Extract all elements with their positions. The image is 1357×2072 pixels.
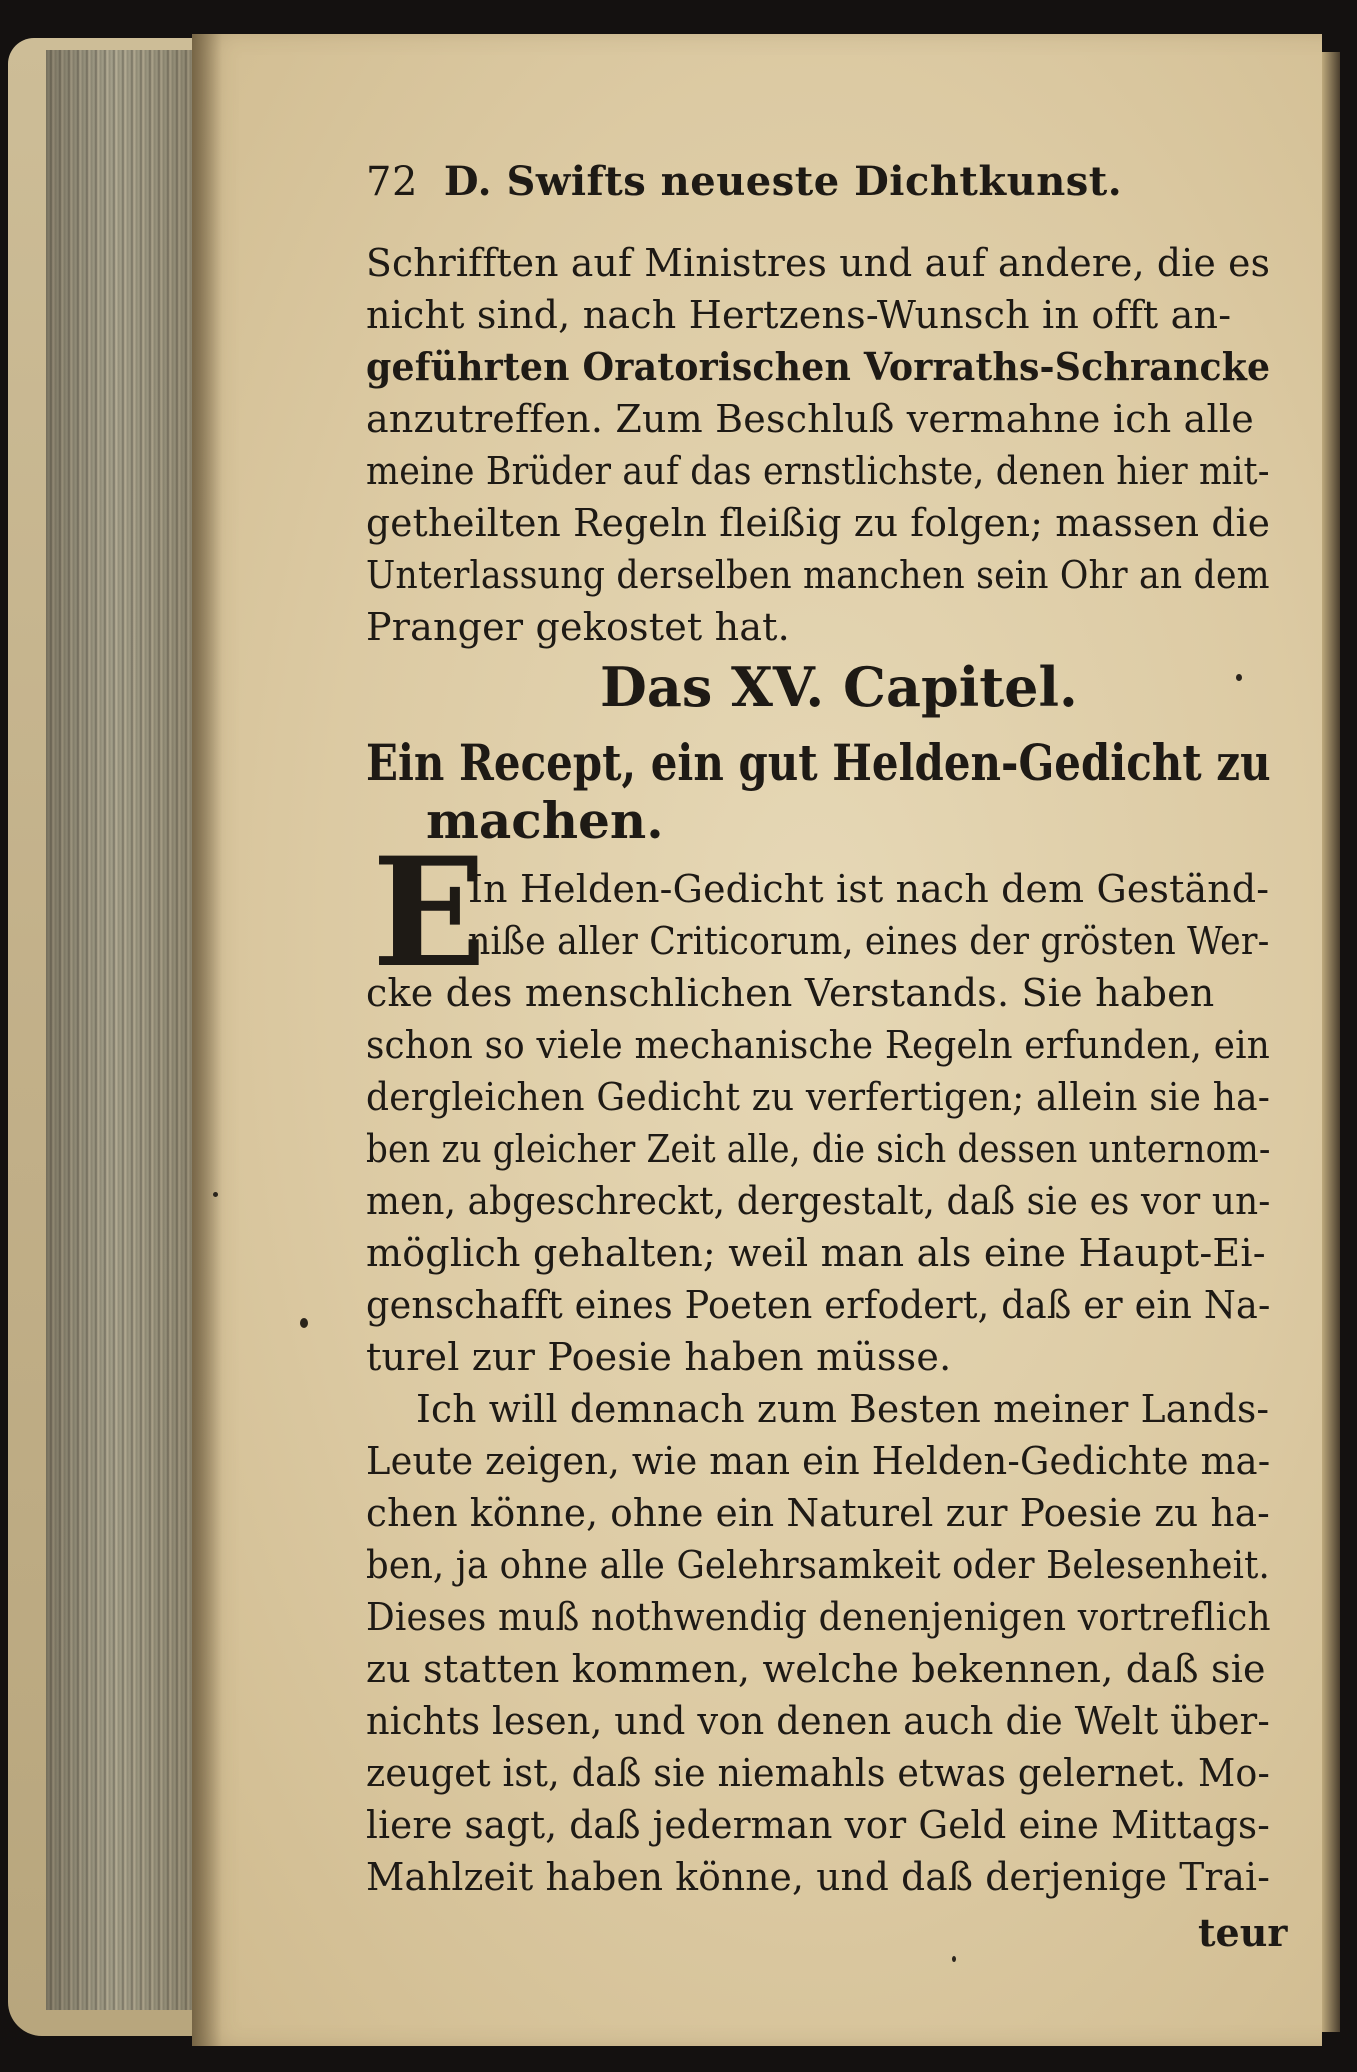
chapter-subtitle: Ein Recept, ein gut Helden-Gedicht zu (366, 733, 1271, 792)
text-line: Ich will demnach zum Besten meiner Lands- (416, 1387, 1270, 1431)
text-line: liere sagt, daß jederman vor Geld eine Mittags- (366, 1803, 1271, 1847)
catchword: teur (1198, 1910, 1288, 1955)
text-line: cke des menschlichen Verstands. Sie haben (366, 971, 1215, 1015)
text-line: Unterlassung derselben manchen sein Ohr an dem (366, 553, 1270, 597)
text-line: Schrifften auf Ministres und auf andere, die es (366, 241, 1271, 285)
running-head (366, 158, 1123, 205)
text-line: Pranger gekostet hat. (366, 605, 790, 649)
chapter-subtitle: machen. (426, 791, 664, 850)
chapter-title: Das XV. Capitel. (600, 655, 1078, 719)
text-line: zeuget ist, daß sie niemahls etwas gelernet. Mo- (366, 1751, 1271, 1795)
text-line: Leute zeigen, wie man ein Helden-Gedichte ma- (366, 1439, 1271, 1483)
text-line: genschafft eines Poeten erfodert, daß er ein Na- (366, 1283, 1271, 1327)
text-line: meine Brüder auf das ernstlichste, denen hier mit- (366, 449, 1270, 493)
text-line: Dieses muß nothwendig denenjenigen vortreflich (366, 1595, 1271, 1639)
text-line: zu statten kommen, welche bekennen, daß sie (366, 1647, 1266, 1691)
text-line: anzutreffen. Zum Beschluß vermahne ich alle (366, 397, 1254, 441)
text-line: möglich gehalten; weil man als eine Haupt-Ei- (366, 1231, 1266, 1275)
text-line: turel zur Poesie haben müsse. (366, 1335, 952, 1379)
text-line: ben zu gleicher Zeit alle, die sich dessen unternom- (366, 1127, 1271, 1171)
page-right-edge (1322, 52, 1340, 2032)
text-line: schon so viele mechanische Regeln erfunden, ein (366, 1023, 1270, 1067)
text-line: men, abgeschreckt, dergestalt, daß sie es vor un- (366, 1179, 1271, 1223)
gutter-shadow (192, 34, 222, 2046)
text-line: geführten Oratorischen Vorraths-Schrancke (366, 344, 1271, 389)
text-line: chen könne, ohne ein Naturel zur Poesie zu ha- (366, 1491, 1270, 1535)
text-line: nichts lesen, und von denen auch die Welt über- (366, 1699, 1270, 1743)
page-number: 72 (366, 159, 418, 205)
text-line: ben, ja ohne alle Gelehrsamkeit oder Belesenheit. (366, 1543, 1270, 1587)
text-line: nicht sind, nach Hertzens-Wunsch in offt an- (366, 293, 1232, 337)
page-edges-shade (46, 50, 196, 2010)
text-line: Mahlzeit haben könne, und daß derjenige Trai- (366, 1855, 1271, 1899)
text-line: In Helden-Gedicht ist nach dem Geständ- (468, 867, 1270, 911)
running-title: D. Swifts neueste Dichtkunst. (443, 158, 1123, 205)
text-line: niße aller Criticorum, eines der grösten Wer- (468, 919, 1270, 963)
drop-cap: E (372, 825, 487, 1001)
text-line: dergleichen Gedicht zu verfertigen; allein sie ha- (366, 1075, 1271, 1119)
text-line: getheilten Regeln fleißig zu folgen; massen die (366, 501, 1271, 545)
